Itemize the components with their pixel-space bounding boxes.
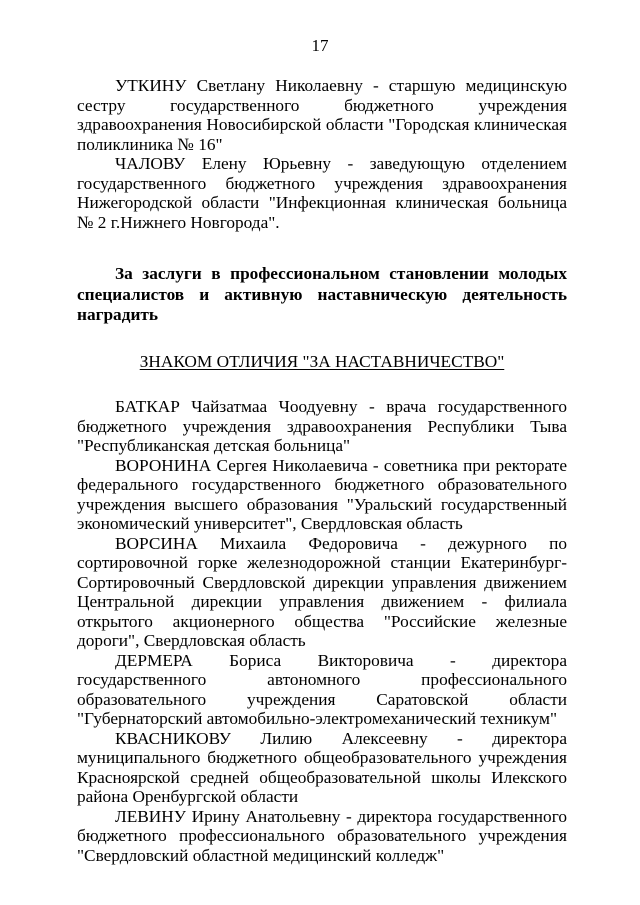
award-entry: ЛЕВИНУ Ирину Анатольевну - директора государственного бюджетного профессионального образовательного учреждения "Свердловский областной медицинский колледж" xyxy=(77,806,567,865)
award-entry: ЧАЛОВУ Елену Юрьевну - заведующую отделением государственного бюджетного учреждения здравоохранения Нижегородской области "Инфекционная клиническая больница № 2 г.Нижнего Новгорода". xyxy=(77,154,567,232)
document-body xyxy=(77,76,567,865)
award-entry: ВОРСИНА Михаила Федоровича - дежурного по сортировочной горке железнодорожной станции Екатеринбург-Сортировочный Свердловской дирекции управления движением Центральной дирекции управления движением - филиала открытого акционерного общества "Российские железные дороги", Свердловская область xyxy=(77,533,567,650)
award-entry: КВАСНИКОВУ Лилию Алексеевну - директора муниципального бюджетного общеобразовательного учреждения Красноярской средней общеобразовательной школы Илекского района Оренбургской области xyxy=(77,728,567,806)
award-entry: ДЕРМЕРА Бориса Викторовича - директора государственного автономного профессионального образовательного учреждения Саратовской области "Губернаторский автомобильно-электромеханический техникум" xyxy=(77,650,567,728)
award-statement: За заслуги в профессиональном становлении молодых специалистов и активную наставническую деятельность наградить xyxy=(77,264,567,324)
award-heading: ЗНАКОМ ОТЛИЧИЯ "ЗА НАСТАВНИЧЕСТВО" xyxy=(139,351,505,371)
award-entry: УТКИНУ Светлану Николаевну - старшую медицинскую сестру государственного бюджетного учреждения здравоохранения Новосибирской области "Городская клиническая поликлиника № 16" xyxy=(77,76,567,154)
page-number: 17 xyxy=(311,36,329,55)
award-entry: ВОРОНИНА Сергея Николаевича - советника при ректорате федерального государственного бюджетного образовательного учреждения высшего образования "Уральский государственный экономический университет", Свердловская область xyxy=(77,455,567,533)
award-entry: БАТКАР Чайзатмаа Чоодуевну - врача государственного бюджетного учреждения здравоохранения Республики Тыва "Республиканская детская больница" xyxy=(77,397,567,455)
